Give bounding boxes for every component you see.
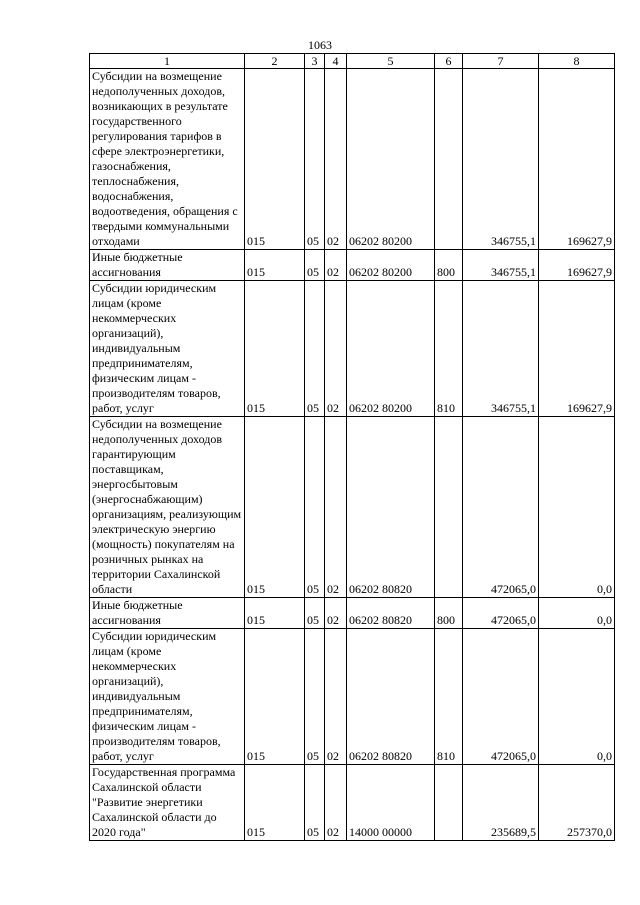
row-sum-2: 0,0 [539,417,615,598]
row-name: Государственная программа Сахалинской области "Развитие энергетики Сахалинской области до 2020 года" [90,765,245,841]
row-rz: 05 [305,417,325,598]
row-csr: 06202 80200 [347,281,435,417]
col-header: 6 [435,54,463,69]
row-pr: 02 [325,250,347,281]
row-vr: 800 [435,250,463,281]
row-name: Субсидии юридическим лицам (кроме некоммерческих организаций), индивидуальным предпринимателям, физическим лицам - производителям товаров, работ, услуг [90,281,245,417]
col-header: 4 [325,54,347,69]
row-sum-1: 346755,1 [463,250,539,281]
page-number: 1063 [308,38,332,52]
row-sum-1: 472065,0 [463,629,539,765]
row-name: Субсидии на возмещение недополученных доходов, возникающих в результате государственного регулирования тарифов в сфере электроэнергетики, газоснабжения, теплоснабжения, водоснабжения, водоотведения, обращения с твердыми коммунальными отходами [90,69,245,250]
row-pr: 02 [325,629,347,765]
row-vr [435,69,463,250]
row-vr: 810 [435,281,463,417]
row-sum-1: 235689,5 [463,765,539,841]
row-name: Субсидии юридическим лицам (кроме некоммерческих организаций), индивидуальным предпринимателям, физическим лицам - производителям товаров, работ, услуг [90,629,245,765]
col-header: 3 [305,54,325,69]
table-row [90,69,615,250]
row-rz: 05 [305,281,325,417]
row-pr: 02 [325,765,347,841]
row-sum-2: 169627,9 [539,69,615,250]
row-name: Иные бюджетные ассигнования [90,598,245,629]
row-sum-2: 0,0 [539,598,615,629]
table-row [90,765,615,841]
row-sum-1: 346755,1 [463,281,539,417]
table-row [90,281,615,417]
row-rz: 05 [305,598,325,629]
row-sum-2: 169627,9 [539,250,615,281]
table-row [90,598,615,629]
row-grbs: 015 [245,250,305,281]
row-csr: 06202 80820 [347,598,435,629]
budget-table [89,53,615,841]
row-grbs: 015 [245,629,305,765]
header-row [90,54,615,69]
table-row [90,629,615,765]
row-vr: 810 [435,629,463,765]
row-rz: 05 [305,765,325,841]
row-sum-1: 472065,0 [463,417,539,598]
row-rz: 05 [305,250,325,281]
col-header: 8 [539,54,615,69]
col-header: 7 [463,54,539,69]
row-rz: 05 [305,69,325,250]
row-pr: 02 [325,281,347,417]
row-grbs: 015 [245,765,305,841]
table-row [90,417,615,598]
row-csr: 14000 00000 [347,765,435,841]
row-vr [435,417,463,598]
row-sum-2: 0,0 [539,629,615,765]
row-sum-1: 472065,0 [463,598,539,629]
row-name: Иные бюджетные ассигнования [90,250,245,281]
row-rz: 05 [305,629,325,765]
row-vr [435,765,463,841]
col-header: 5 [347,54,435,69]
row-vr: 800 [435,598,463,629]
row-pr: 02 [325,417,347,598]
row-grbs: 015 [245,598,305,629]
row-csr: 06202 80820 [347,629,435,765]
row-grbs: 015 [245,69,305,250]
row-grbs: 015 [245,417,305,598]
col-header: 2 [245,54,305,69]
row-sum-2: 257370,0 [539,765,615,841]
table-row [90,250,615,281]
row-sum-1: 346755,1 [463,69,539,250]
row-name: Субсидии на возмещение недополученных доходов гарантирующим поставщикам, энергосбытовым (энергоснабжающим) организациям, реализующим электрическую энергию (мощность) покупателям на розничных рынках на территории Сахалинской области [90,417,245,598]
row-grbs: 015 [245,281,305,417]
row-csr: 06202 80200 [347,69,435,250]
row-pr: 02 [325,69,347,250]
row-pr: 02 [325,598,347,629]
row-csr: 06202 80820 [347,417,435,598]
col-header: 1 [90,54,245,69]
row-sum-2: 169627,9 [539,281,615,417]
row-csr: 06202 80200 [347,250,435,281]
